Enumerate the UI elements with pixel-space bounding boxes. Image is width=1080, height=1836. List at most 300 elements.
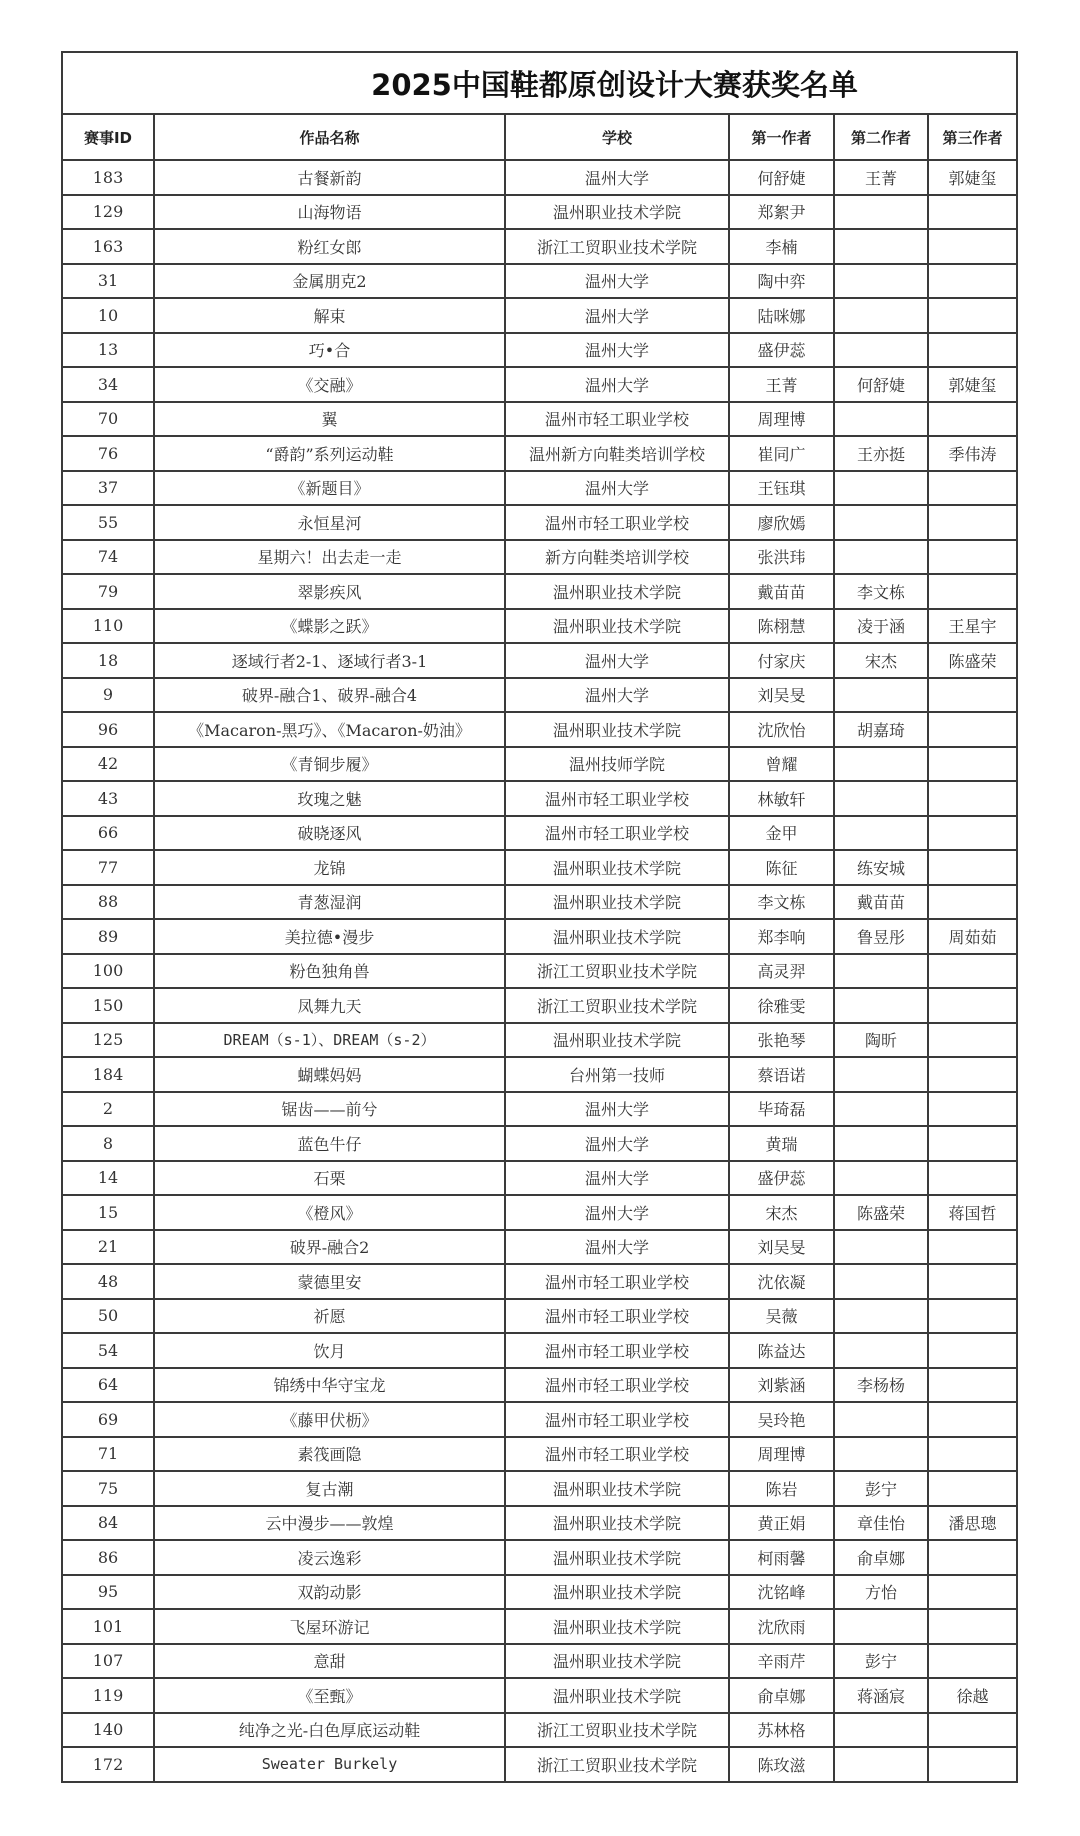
work-title: 破晓逐风 [154,816,505,851]
work-title: 青葱湿润 [154,885,505,920]
entry-id: 129 [62,195,154,230]
school-name: 温州市轻工职业学校 [505,402,729,437]
work-title: 《Macaron-黑巧》、《Macaron-奶油》 [154,712,505,747]
third-author [928,712,1017,747]
second-author: 何舒婕 [834,367,928,402]
entry-id: 8 [62,1126,154,1161]
entry-id: 163 [62,229,154,264]
third-author [928,1471,1017,1506]
first-author: 盛伊蕊 [729,1161,834,1196]
second-author: 李杨杨 [834,1368,928,1403]
first-author: 张艳琴 [729,1023,834,1058]
third-author [928,988,1017,1023]
third-author [928,1264,1017,1299]
table-body [62,160,1017,1782]
third-author [928,1747,1017,1782]
second-author: 练安城 [834,850,928,885]
school-name: 台州第一技师 [505,1057,729,1092]
table-row [62,264,1017,299]
table-row [62,988,1017,1023]
school-name: 温州职业技术学院 [505,195,729,230]
second-author: 陶昕 [834,1023,928,1058]
work-title: 飞屋环游记 [154,1609,505,1644]
third-author [928,816,1017,851]
work-title: 复古潮 [154,1471,505,1506]
table-row [62,1092,1017,1127]
second-author: 彭宁 [834,1471,928,1506]
work-title: 云中漫步——敦煌 [154,1506,505,1541]
work-title: 古餐新韵 [154,160,505,195]
school-name: 温州大学 [505,264,729,299]
first-author: 郑李响 [729,919,834,954]
table-row [62,1506,1017,1541]
third-author: 季伟涛 [928,436,1017,471]
third-author [928,298,1017,333]
work-title: 《蝶影之跃》 [154,609,505,644]
school-name: 温州职业技术学院 [505,1609,729,1644]
work-title: 玫瑰之魅 [154,781,505,816]
second-author [834,1333,928,1368]
first-author: 王钰琪 [729,471,834,506]
third-author [928,1368,1017,1403]
third-author [928,1092,1017,1127]
first-author: 陈玫滋 [729,1747,834,1782]
school-name: 温州大学 [505,1092,729,1127]
entry-id: 64 [62,1368,154,1403]
third-author [928,1575,1017,1610]
school-name: 温州大学 [505,1126,729,1161]
work-title: 粉红女郎 [154,229,505,264]
first-author: 徐雅雯 [729,988,834,1023]
work-title: Sweater Burkely [154,1747,505,1782]
first-author: 高灵羿 [729,954,834,989]
school-name: 温州职业技术学院 [505,1575,729,1610]
school-name: 温州市轻工职业学校 [505,1402,729,1437]
work-title: 解束 [154,298,505,333]
table-row [62,1333,1017,1368]
work-title: 《青铜步履》 [154,747,505,782]
first-author: 王菁 [729,367,834,402]
work-title: 破界-融合2 [154,1230,505,1265]
entry-id: 100 [62,954,154,989]
table-row [62,1161,1017,1196]
second-author: 陈盛荣 [834,1195,928,1230]
work-title: 祈愿 [154,1299,505,1334]
third-author [928,1023,1017,1058]
work-title: 蒙德里安 [154,1264,505,1299]
work-title: 饮月 [154,1333,505,1368]
school-name: 温州市轻工职业学校 [505,1299,729,1334]
second-author [834,988,928,1023]
entry-id: 110 [62,609,154,644]
work-title: DREAM（s-1）、DREAM（s-2） [154,1023,505,1058]
entry-id: 18 [62,643,154,678]
school-name: 浙江工贸职业技术学院 [505,229,729,264]
first-author: 廖欣嫣 [729,505,834,540]
school-name: 温州大学 [505,1230,729,1265]
entry-id: 70 [62,402,154,437]
entry-id: 48 [62,1264,154,1299]
first-author: 蔡语诺 [729,1057,834,1092]
table-row [62,505,1017,540]
table-row [62,747,1017,782]
first-author: 戴苗苗 [729,574,834,609]
third-author [928,954,1017,989]
school-name: 温州大学 [505,298,729,333]
third-author [928,471,1017,506]
second-author: 李文栋 [834,574,928,609]
first-author: 崔同广 [729,436,834,471]
school-name: 温州职业技术学院 [505,1023,729,1058]
entry-id: 15 [62,1195,154,1230]
school-name: 温州职业技术学院 [505,885,729,920]
first-author: 付家庆 [729,643,834,678]
third-author [928,229,1017,264]
entry-id: 69 [62,1402,154,1437]
third-author [928,781,1017,816]
school-name: 温州大学 [505,160,729,195]
work-title: 双韵动影 [154,1575,505,1610]
work-title: 锦绣中华守宝龙 [154,1368,505,1403]
second-author: 蒋涵宸 [834,1678,928,1713]
third-author: 周茹茹 [928,919,1017,954]
second-author [834,1437,928,1472]
entry-id: 13 [62,333,154,368]
first-author: 沈欣怡 [729,712,834,747]
header-row [62,114,1017,160]
entry-id: 50 [62,1299,154,1334]
second-author [834,264,928,299]
second-author [834,1402,928,1437]
table-row [62,816,1017,851]
table-row [62,367,1017,402]
third-author [928,747,1017,782]
school-name: 温州职业技术学院 [505,1506,729,1541]
work-title: 翠影疾风 [154,574,505,609]
school-name: 温州职业技术学院 [505,712,729,747]
table-row [62,609,1017,644]
second-author: 方怡 [834,1575,928,1610]
table-row [62,1575,1017,1610]
entry-id: 89 [62,919,154,954]
entry-id: 10 [62,298,154,333]
work-title: 石栗 [154,1161,505,1196]
school-name: 温州大学 [505,471,729,506]
school-name: 温州职业技术学院 [505,1471,729,1506]
second-author [834,229,928,264]
table-row [62,1402,1017,1437]
first-author: 俞卓娜 [729,1678,834,1713]
third-author [928,1057,1017,1092]
entry-id: 71 [62,1437,154,1472]
second-author [834,195,928,230]
entry-id: 184 [62,1057,154,1092]
first-author: 李文栋 [729,885,834,920]
work-title: 《交融》 [154,367,505,402]
third-author [928,402,1017,437]
second-author [834,1126,928,1161]
school-name: 温州职业技术学院 [505,1540,729,1575]
third-author [928,1713,1017,1748]
first-author: 刘紫涵 [729,1368,834,1403]
first-author: 何舒婕 [729,160,834,195]
first-author: 陈益达 [729,1333,834,1368]
entry-id: 86 [62,1540,154,1575]
second-author [834,1057,928,1092]
school-name: 温州大学 [505,678,729,713]
second-author [834,1092,928,1127]
second-author [834,1713,928,1748]
entry-id: 172 [62,1747,154,1782]
first-author: 沈依凝 [729,1264,834,1299]
table-row [62,195,1017,230]
first-author: 沈铭峰 [729,1575,834,1610]
third-author [928,1609,1017,1644]
first-author: 盛伊蕊 [729,333,834,368]
entry-id: 84 [62,1506,154,1541]
work-title: 破界-融合1、破界-融合4 [154,678,505,713]
second-author [834,1747,928,1782]
third-author: 陈盛荣 [928,643,1017,678]
work-title: 蓝色牛仔 [154,1126,505,1161]
table-row [62,229,1017,264]
third-author [928,1161,1017,1196]
entry-id: 76 [62,436,154,471]
table-row [62,712,1017,747]
school-name: 温州大学 [505,333,729,368]
entry-id: 31 [62,264,154,299]
school-name: 温州市轻工职业学校 [505,816,729,851]
table-row [62,954,1017,989]
work-title: 锯齿——前兮 [154,1092,505,1127]
table-row [62,1644,1017,1679]
first-author: 李楠 [729,229,834,264]
work-title: 星期六！出去走一走 [154,540,505,575]
table-row [62,540,1017,575]
entry-id: 150 [62,988,154,1023]
second-author [834,402,928,437]
school-name: 温州大学 [505,643,729,678]
column-header-school: 学校 [505,114,729,160]
work-title: 蝴蝶妈妈 [154,1057,505,1092]
second-author [834,1264,928,1299]
entry-id: 77 [62,850,154,885]
second-author: 鲁昱彤 [834,919,928,954]
column-header-work: 作品名称 [154,114,505,160]
third-author [928,333,1017,368]
title-row [62,52,1017,114]
second-author [834,505,928,540]
school-name: 温州职业技术学院 [505,1644,729,1679]
work-title: 凌云逸彩 [154,1540,505,1575]
second-author [834,678,928,713]
work-title: “爵韵”系列运动鞋 [154,436,505,471]
work-title: 粉色独角兽 [154,954,505,989]
second-author [834,298,928,333]
school-name: 温州市轻工职业学校 [505,1368,729,1403]
table-row [62,1368,1017,1403]
school-name: 温州新方向鞋类培训学校 [505,436,729,471]
work-title: 意甜 [154,1644,505,1679]
third-author [928,1437,1017,1472]
third-author [928,678,1017,713]
second-author: 宋杰 [834,643,928,678]
document-title: 2025中国鞋都原创设计大赛获奖名单 [371,67,858,102]
entry-id: 43 [62,781,154,816]
first-author: 金甲 [729,816,834,851]
entry-id: 21 [62,1230,154,1265]
third-author [928,1333,1017,1368]
table-row [62,574,1017,609]
table-row [62,1264,1017,1299]
work-title: 《藤甲伏枥》 [154,1402,505,1437]
second-author: 凌于涵 [834,609,928,644]
third-author [928,505,1017,540]
school-name: 温州职业技术学院 [505,919,729,954]
table-row [62,781,1017,816]
entry-id: 9 [62,678,154,713]
work-title: 素筏画隐 [154,1437,505,1472]
third-author [928,574,1017,609]
work-title: 美拉德•漫步 [154,919,505,954]
school-name: 温州技师学院 [505,747,729,782]
work-title: 《至甄》 [154,1678,505,1713]
work-title: 巧•合 [154,333,505,368]
entry-id: 79 [62,574,154,609]
school-name: 温州职业技术学院 [505,574,729,609]
second-author [834,1161,928,1196]
table-row [62,885,1017,920]
school-name: 温州大学 [505,1161,729,1196]
school-name: 温州大学 [505,367,729,402]
second-author: 章佳怡 [834,1506,928,1541]
second-author [834,747,928,782]
school-name: 浙江工贸职业技术学院 [505,1713,729,1748]
column-header-author1: 第一作者 [729,114,834,160]
entry-id: 34 [62,367,154,402]
third-author: 徐越 [928,1678,1017,1713]
table-row [62,678,1017,713]
table-row [62,1195,1017,1230]
table-row [62,160,1017,195]
school-name: 温州职业技术学院 [505,850,729,885]
third-author [928,885,1017,920]
work-title: 逐域行者2-1、逐域行者3-1 [154,643,505,678]
work-title: 龙锦 [154,850,505,885]
entry-id: 95 [62,1575,154,1610]
second-author [834,1299,928,1334]
table-row [62,1437,1017,1472]
entry-id: 101 [62,1609,154,1644]
second-author [834,1230,928,1265]
column-header-author2: 第二作者 [834,114,928,160]
school-name: 新方向鞋类培训学校 [505,540,729,575]
third-author: 郭婕玺 [928,160,1017,195]
first-author: 辛雨芹 [729,1644,834,1679]
entry-id: 74 [62,540,154,575]
first-author: 毕琦磊 [729,1092,834,1127]
third-author [928,195,1017,230]
first-author: 吴玲艳 [729,1402,834,1437]
entry-id: 54 [62,1333,154,1368]
table-row [62,850,1017,885]
first-author: 黄正娟 [729,1506,834,1541]
entry-id: 66 [62,816,154,851]
school-name: 浙江工贸职业技术学院 [505,954,729,989]
work-title: 凤舞九天 [154,988,505,1023]
school-name: 温州市轻工职业学校 [505,1437,729,1472]
second-author [834,781,928,816]
awards-table [61,51,1018,1783]
second-author: 戴苗苗 [834,885,928,920]
entry-id: 14 [62,1161,154,1196]
second-author [834,471,928,506]
table-row [62,1678,1017,1713]
table-row [62,1713,1017,1748]
table-row [62,1540,1017,1575]
entry-id: 2 [62,1092,154,1127]
column-header-author3: 第三作者 [928,114,1017,160]
entry-id: 96 [62,712,154,747]
entry-id: 75 [62,1471,154,1506]
first-author: 陶中弈 [729,264,834,299]
work-title: 山海物语 [154,195,505,230]
entry-id: 55 [62,505,154,540]
table-row [62,1299,1017,1334]
first-author: 林敏轩 [729,781,834,816]
entry-id: 140 [62,1713,154,1748]
work-title: 永恒星河 [154,505,505,540]
second-author: 胡嘉琦 [834,712,928,747]
first-author: 宋杰 [729,1195,834,1230]
school-name: 浙江工贸职业技术学院 [505,1747,729,1782]
school-name: 温州大学 [505,1195,729,1230]
school-name: 温州市轻工职业学校 [505,1333,729,1368]
first-author: 陆咪娜 [729,298,834,333]
first-author: 周理博 [729,1437,834,1472]
first-author: 苏林格 [729,1713,834,1748]
third-author [928,1230,1017,1265]
work-title: 金属朋克2 [154,264,505,299]
second-author [834,540,928,575]
entry-id: 119 [62,1678,154,1713]
document-title-cell [62,52,1017,114]
third-author [928,1644,1017,1679]
first-author: 郑絮尹 [729,195,834,230]
table-row [62,471,1017,506]
third-author [928,1540,1017,1575]
second-author [834,816,928,851]
entry-id: 107 [62,1644,154,1679]
entry-id: 183 [62,160,154,195]
table-row [62,643,1017,678]
third-author [928,850,1017,885]
third-author [928,264,1017,299]
work-title: 翼 [154,402,505,437]
first-author: 黄瑞 [729,1126,834,1161]
entry-id: 42 [62,747,154,782]
first-author: 柯雨馨 [729,1540,834,1575]
entry-id: 37 [62,471,154,506]
school-name: 温州市轻工职业学校 [505,781,729,816]
first-author: 陈栩慧 [729,609,834,644]
third-author [928,1126,1017,1161]
first-author: 周理博 [729,402,834,437]
second-author: 王亦挺 [834,436,928,471]
table-row [62,1023,1017,1058]
column-header-id: 赛事ID [62,114,154,160]
table-row [62,1230,1017,1265]
